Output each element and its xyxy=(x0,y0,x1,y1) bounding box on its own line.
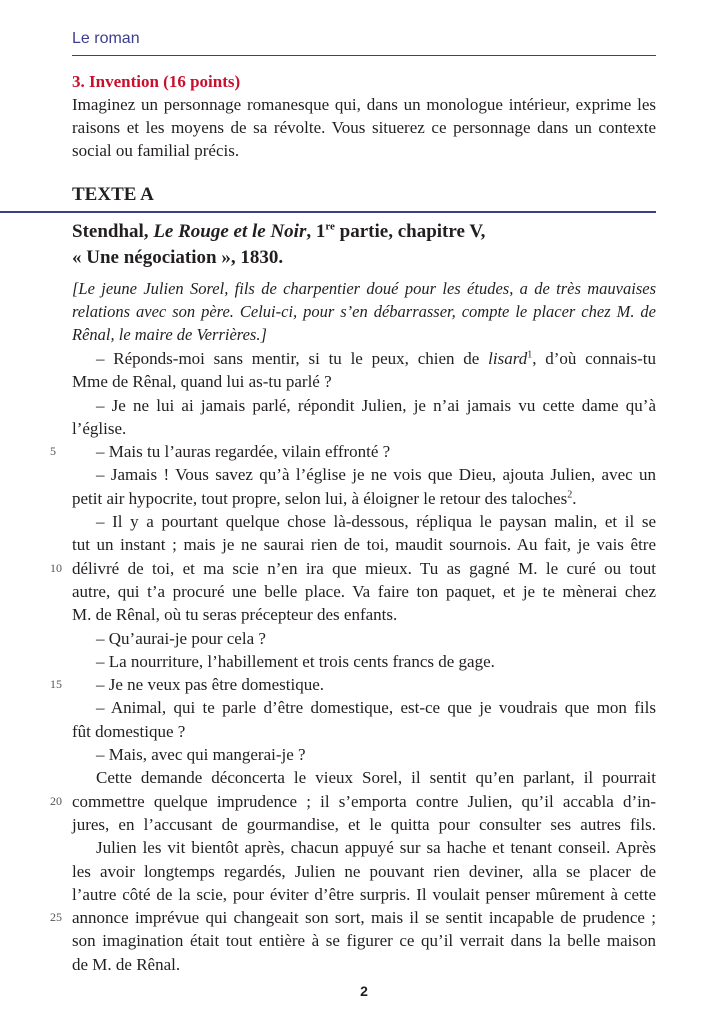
passage-line: Cette demande déconcerta le vieux Sorel, il sentit qu’en parlant, il pourrait xyxy=(96,768,656,788)
passage-line xyxy=(50,557,656,580)
source-line-1 xyxy=(72,219,656,245)
exercise-block xyxy=(72,70,656,162)
text-label: TEXTE A xyxy=(72,184,154,205)
passage-line: – Qu’aurai-je pour cela ? xyxy=(96,628,266,648)
passage-line: Julien les vit bientôt après, chacun appuyé sur sa hache et tenant conseil. Après xyxy=(96,838,656,858)
source-part-num: , 1 xyxy=(306,221,326,242)
line-text: – Mais tu l’auras regardée, vilain effronté ? xyxy=(96,442,391,462)
passage-line: de M. de Rênal. xyxy=(72,954,181,974)
page-number: 2 xyxy=(360,983,368,999)
passage-line: – Il y a pourtant quelque chose là-dessous, répliqua le paysan malin, et il se xyxy=(96,512,656,532)
exercise-instructions: Imaginez un personnage romanesque qui, dans un monologue intérieur, exprime les raisons et les moyens de sa révolte. Vous situerez ce personnage dans un contexte social ou familial précis. xyxy=(72,95,656,160)
line-text: petit air hypocrite, tout propre, selon lui, à éloigner le retour des taloches xyxy=(72,488,568,508)
passage-line: – Animal, qui te parle d’être domestique, est-ce que je voudrais que mon fils xyxy=(96,698,656,718)
source-line-2: « Une négociation », 1830. xyxy=(72,247,284,268)
source-title: Le Rouge et le Noir xyxy=(153,221,307,242)
footnote-ref: 1 xyxy=(527,349,533,361)
line-text: . xyxy=(572,488,577,508)
passage-line xyxy=(72,487,656,510)
passage-line: jures, en l’accusant de gourmandise, et le quitta pour consulter ses autres fils. xyxy=(72,814,656,834)
line-number: 25 xyxy=(50,910,62,925)
source-part-sup: re xyxy=(325,220,335,233)
line-text: – Réponds-moi sans mentir, si tu le peux, chien de xyxy=(96,349,489,368)
passage-line: – Je ne lui ai jamais parlé, répondit Julien, je n’ai jamais vu cette dame qu’à xyxy=(96,395,656,415)
exercise-title: 3. Invention (16 points) xyxy=(72,72,241,91)
passage-line: fût domestique ? xyxy=(72,721,186,741)
passage-line: les avoir longtemps regardés, Julien ne pouvant rien deviner, alla se placer de xyxy=(72,861,656,881)
source-author: Stendhal, xyxy=(72,221,154,242)
text-source xyxy=(72,219,656,271)
passage-line xyxy=(50,790,656,813)
passage-line: l’autre côté de la scie, pour éviter d’être surpris. Il voulait penser mûrement à cette xyxy=(72,884,656,904)
line-italic: lisard xyxy=(488,349,528,368)
text-rule xyxy=(0,211,656,213)
line-text: annonce imprévue qui changeait son sort, mais il se sentit incapable de prudence ; xyxy=(72,908,656,928)
line-text: délivré de toi, et ma scie n’en ira que mieux. Tu as gagné M. le curé ou tout xyxy=(72,558,656,578)
passage-line: l’église. xyxy=(72,418,127,438)
passage-line: – Jamais ! Vous savez qu’à l’église je ne vois que Dieu, ajouta Julien, avec un xyxy=(96,465,656,485)
line-text: – Je ne veux pas être domestique. xyxy=(96,675,325,695)
footnote-ref: 2 xyxy=(567,489,573,501)
line-text: , d’où connais-tu xyxy=(532,349,656,368)
passage-line xyxy=(50,906,656,929)
passage-line xyxy=(72,347,656,370)
line-number: 15 xyxy=(50,677,62,692)
line-text: commettre quelque imprudence ; il s’emporta contre Julien, qu’il accabla d’in- xyxy=(72,791,656,811)
passage-line: tut un instant ; mais je ne saurai rien de toi, maudit sournois. Au fait, je vais être xyxy=(72,535,656,555)
source-rest: partie, chapitre V, xyxy=(334,221,486,242)
passage-line xyxy=(50,673,656,696)
passage-line: Mme de Rênal, quand lui as-tu parlé ? xyxy=(72,372,332,392)
passage-line xyxy=(50,440,656,463)
passage xyxy=(50,347,656,976)
passage-line: son imagination était tout entière à se figurer ce qu’il verrait dans la belle maison xyxy=(72,931,656,951)
passage-line: autre, qui t’a procuré une belle place. Va faire ton paquet, et je te mènerai chez xyxy=(72,581,656,601)
line-number: 20 xyxy=(50,793,62,808)
line-number: 10 xyxy=(50,560,62,575)
header-rule xyxy=(72,55,656,56)
running-header: Le roman xyxy=(72,30,140,47)
passage-line: M. de Rênal, où tu seras précepteur des enfants. xyxy=(72,605,398,625)
text-intro: [Le jeune Julien Sorel, fils de charpentier doué pour les études, a de très mauvaises relations avec son père. Celui-ci, pour s’en débarrasser, compte le placer chez M. de Rênal, le maire de Verrières.] xyxy=(72,279,656,344)
passage-line: – Mais, avec qui mangerai-je ? xyxy=(96,745,306,765)
passage-line: – La nourriture, l’habillement et trois cents francs de gage. xyxy=(96,651,495,671)
line-number: 5 xyxy=(50,444,56,459)
